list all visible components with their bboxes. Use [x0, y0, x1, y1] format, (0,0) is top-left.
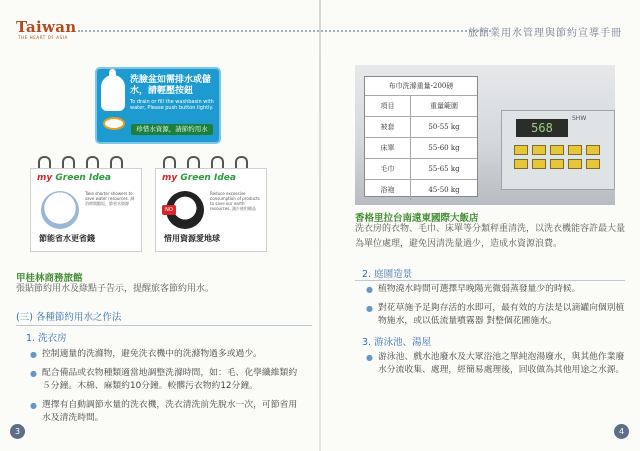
- washbasin-sign: [95, 67, 221, 144]
- table-cell-item: 浴袍: [365, 180, 411, 200]
- scale-key: [586, 159, 600, 169]
- section-title: (三) 各種節約用水之作法: [16, 312, 122, 323]
- bullet-item: ● 配合備品或衣物種類適當地調整洗滌時間，如：毛、化學纖維類約５分鐘。木棉、麻類約10分鐘。較髒污衣物約12分鐘。: [30, 367, 298, 393]
- garden-bullets: [366, 283, 628, 334]
- scale-key: [532, 159, 546, 169]
- table-cell-item: 床單: [365, 138, 411, 158]
- table-header-row: [365, 96, 477, 117]
- scale-brand: SHW: [572, 115, 587, 122]
- table-header-cell: 重量範圍: [430, 102, 458, 110]
- scale-key: [586, 145, 600, 155]
- left-page: [0, 0, 319, 451]
- bullet-item: ● 選擇有自動調節水量的洗衣機，洗衣清洗前先脫水一次，可節省用水及清洗時間。: [30, 399, 298, 425]
- page-number-left: 3: [10, 424, 25, 439]
- taiwan-logo-tagline: THE HEART OF ASIA: [18, 35, 68, 40]
- scale-key: [550, 159, 564, 169]
- table-cell-weight: 55-60 kg: [428, 144, 460, 152]
- scale-key: [514, 159, 528, 169]
- bullet-item: ● 控制適量的洗滌物，避免洗衣機中的洗滌物過多或過少。: [30, 348, 298, 361]
- bullet-item: ● 對花草施予足夠存活的水即可，最有效的方法是以滴罐向個別植物施水，或以低流量噴霧器 對整個花圃施水。: [366, 302, 628, 328]
- scale-key: [514, 145, 528, 155]
- linen-weight-table: [364, 76, 478, 197]
- hotel-name-right: 香格里拉台南遠東國際大飯店: [355, 213, 479, 224]
- header-dotted-rule: [78, 30, 319, 32]
- hotel-description-right: 洗衣房的衣物、毛巾、床單等分類秤重清洗，以洗衣機能容許最大量為單位處理，避免因清洗量過少，造成水資源浪費。: [355, 224, 626, 249]
- bear-mascot-icon: [41, 191, 79, 229]
- laundry-bullets: [30, 348, 298, 431]
- card-description: Take shorter showers to save water resources. 淋浴時間縮短，節省水資源: [85, 191, 135, 206]
- green-idea-brand: my Green Idea: [37, 173, 111, 183]
- card-slogan: 惜用資源愛地球: [164, 234, 220, 243]
- scale-key: [532, 145, 546, 155]
- page-number-right: 4: [614, 424, 629, 439]
- table-row: [365, 180, 477, 200]
- green-idea-card-save-resources: [155, 168, 267, 252]
- sign-banner: 珍惜水資源，請節約用水: [131, 124, 213, 135]
- section-rule: [16, 325, 312, 326]
- subsection-laundry: 1. 洗衣房: [26, 333, 67, 344]
- table-cell-item: 被套: [365, 117, 411, 137]
- drain-icon: [103, 117, 125, 130]
- section-rule: [355, 280, 625, 281]
- scale-key: [568, 159, 582, 169]
- header-dotted-rule: [321, 30, 491, 32]
- scale-display: 568: [516, 119, 568, 137]
- scale-key: [550, 145, 564, 155]
- green-idea-brand: my Green Idea: [162, 173, 236, 183]
- hotel-name-left: 甲桂林商務旅館: [16, 273, 83, 284]
- bullet-item: ● 植物澆水時間可選擇早晚陽光微弱蒸發量少的時候。: [366, 283, 628, 296]
- weighing-scale: [501, 110, 615, 190]
- scale-keypad: [514, 145, 604, 181]
- pool-bullets: [366, 351, 628, 383]
- table-cell-weight: 45-50 kg: [428, 186, 460, 194]
- hotel-description-left: 張貼節約用水及綠點子告示，提醒旅客節約用水。: [16, 284, 215, 294]
- green-idea-card-save-water: [30, 168, 142, 252]
- scale-key: [568, 145, 582, 155]
- subsection-garden: 2. 庭園造景: [362, 269, 413, 280]
- sign-english: To drain or fill the washbasin with water, Please push button lightly.: [130, 99, 214, 111]
- table-row: [365, 159, 477, 180]
- no-sign-icon: NO: [162, 205, 176, 215]
- table-row: [365, 138, 477, 159]
- bullet-item: ● 游泳池、戲水池廢水及大眾浴池之單純泡湯廢水，與其他作業廢水分流收集、處理，經簡易處理後，回收做為其他用途之水源。: [366, 351, 628, 377]
- table-cell-weight: 50-55 kg: [428, 123, 460, 131]
- sign-title: 洗臉盆如需排水或儲水，請輕壓按鈕: [130, 75, 212, 96]
- table-cell-item: 毛巾: [365, 159, 411, 179]
- taiwan-logo: Taiwan: [16, 18, 77, 36]
- table-row: [365, 117, 477, 138]
- card-description: Reduce excessive consumption of products to save our earth resources. 減少使用備品: [210, 191, 260, 211]
- running-title: 旅館業用水管理與節約宣導手冊: [468, 28, 622, 39]
- table-cell-weight: 55-65 kg: [428, 165, 460, 173]
- table-caption: 布巾洗滌重量-200磅: [365, 77, 477, 96]
- card-slogan: 節能省水更省錢: [39, 234, 95, 243]
- subsection-pool: 3. 游泳池、湯屋: [362, 337, 432, 348]
- table-header-cell: 項目: [365, 96, 411, 116]
- hand-icon: [101, 75, 125, 111]
